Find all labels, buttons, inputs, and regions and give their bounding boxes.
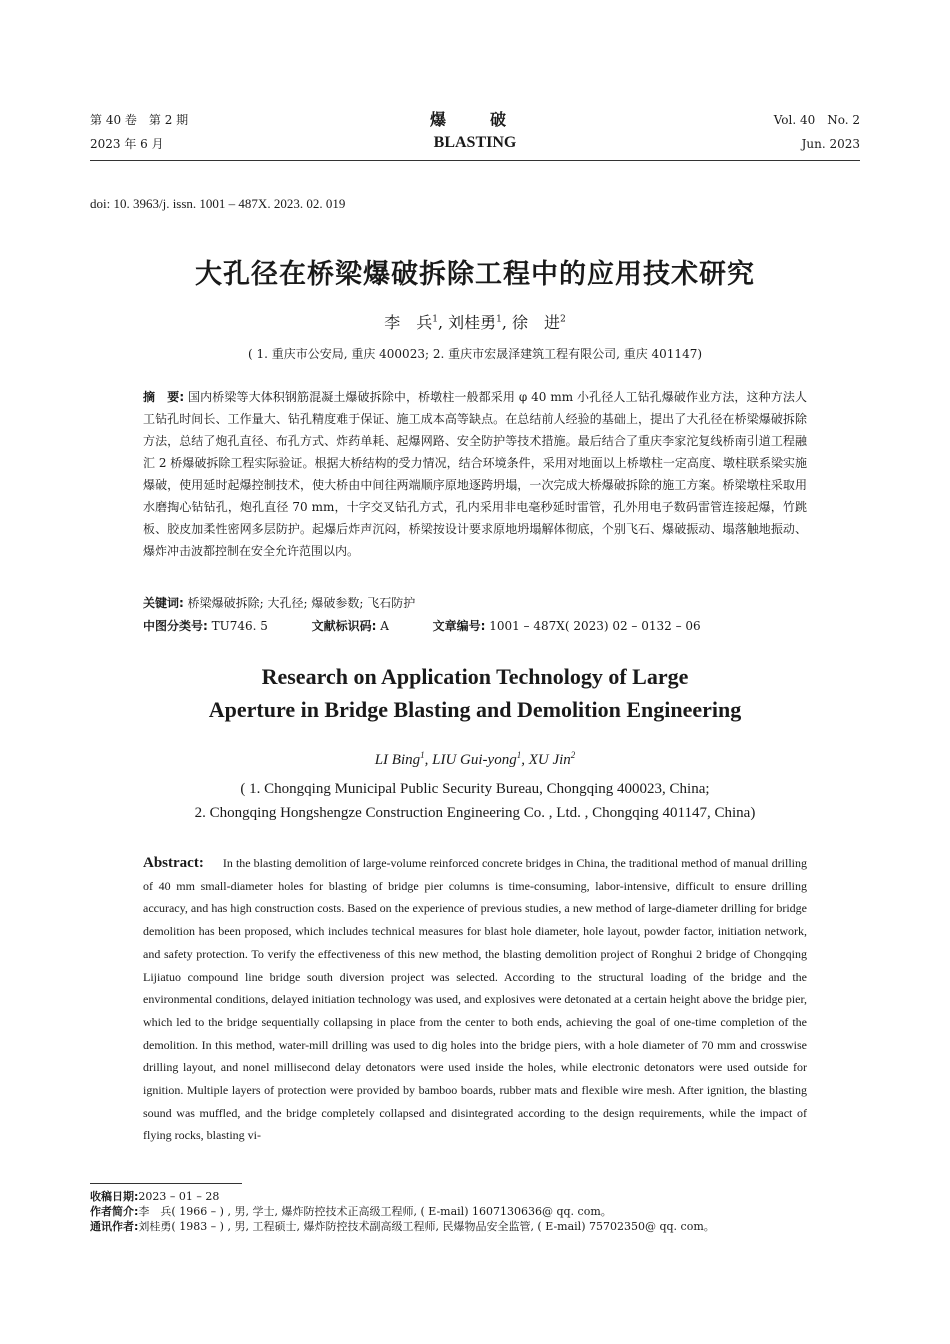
author-name: 徐 进: [512, 313, 561, 332]
keywords-cn-label: 关键词:: [143, 596, 184, 610]
date-cn: 2023 年 6 月: [90, 137, 164, 151]
header-journal: [90, 108, 860, 154]
journal-name-cn: 爆 破: [429, 110, 520, 129]
author-name: LI Bing: [374, 752, 421, 768]
footnotes: [90, 1189, 870, 1234]
author-affiliation-mark: 1: [516, 750, 522, 760]
footnote-author: [90, 1204, 870, 1219]
author-affiliation-mark: 2: [570, 750, 576, 760]
abstract-en: [143, 852, 807, 1147]
author-affiliation-mark: 2: [560, 314, 566, 325]
title-en-line: Research on Application Technology of Large: [261, 664, 689, 689]
doc-code-value: A: [380, 619, 389, 633]
received-label: 收稿日期:: [90, 1190, 139, 1203]
classification-cn: [143, 616, 807, 636]
date-en: Jun. 2023: [801, 137, 860, 151]
corresponding-label: 通讯作者:: [90, 1220, 139, 1233]
keywords-cn: [143, 593, 807, 613]
authors-en: LI Bing$^1$, LIU Gui-yong$^1$, XU Jin$^2$: [374, 750, 576, 768]
footnote-corresponding: [90, 1219, 870, 1234]
title-en: [0, 660, 950, 726]
doc-code-label: 文献标识码:: [311, 619, 377, 633]
author-name: 刘桂勇: [448, 313, 497, 332]
author-name: 李 兵: [384, 313, 433, 332]
corresponding-value: 刘桂勇( 1983 – ) , 男, 工程硕士, 爆炸防控技术副高级工程师, 民爆物品安全监管, ( E-mail) 75702350@ qq. com。: [138, 1220, 715, 1233]
affiliation-en: [0, 777, 950, 825]
article-number-value: 1001 – 487X( 2023) 02 – 0132 – 06: [489, 619, 701, 633]
volume-issue-cn: 第 40 卷 第 2 期: [90, 113, 189, 127]
footnote-divider: [90, 1183, 242, 1184]
clc-label: 中图分类号:: [143, 619, 208, 633]
received-value: 2023 – 01 – 28: [138, 1190, 220, 1203]
title-en-line: Aperture in Bridge Blasting and Demolition Engineering: [208, 697, 742, 722]
author-bio-value: 李 兵( 1966 – ) , 男, 学士, 爆炸防控技术正高级工程师, ( E-mail) 1607130636@ qq. com。: [138, 1205, 612, 1218]
article-number-label: 文章编号:: [432, 619, 486, 633]
abstract-en-label: Abstract:: [143, 855, 204, 871]
keywords-cn-text: 桥梁爆破拆除; 大孔径; 爆破参数; 飞石防护: [187, 596, 416, 610]
authors-cn: 李 兵$^1$, 刘桂勇$^1$, 徐 进$^2$: [384, 313, 566, 332]
clc-value: TU746. 5: [211, 619, 268, 633]
affiliation-cn: ( 1. 重庆市公安局, 重庆 400023; 2. 重庆市宏晟泽建筑工程有限公司, 重庆 401147): [247, 347, 703, 361]
volume-issue-en: Vol. 40 No. 2: [773, 113, 860, 127]
author-affiliation-mark: 1: [432, 314, 438, 325]
footnote-received: [90, 1189, 870, 1204]
abstract-cn-text: 国内桥梁等大体积钢筋混凝土爆破拆除中，桥墩柱一般都采用 φ 40 mm 小孔径人工钻孔爆破作业方法，这种方法人工钻孔时间长、工作量大、钻孔精度难于保证、施工成本高等缺点。在总结前人经验的基础上，提出了大孔径在桥梁爆破拆除方法，总结了炮孔直径、布孔方式、炸药单耗、起爆网路、安全防护等技术措施。最后结合了重庆李家沱复线桥南引道工程融汇 2 桥爆破拆除工程实际验证。根据大桥结构的受力情况，结合环境条件，采用对地面以上桥墩柱一定高度、墩柱联系梁实施爆破，使用延时起爆控制技术，使大桥由中间往两端顺序原地逐跨坍塌，一次完成大桥爆破拆除的施工方案。桥梁墩柱采取用水磨掏心钻钻孔，炮孔直径 70 mm，十字交叉钻孔方式，孔内采用非电毫秒延时雷管，孔外用电子数码雷管连接起爆，竹跳板、胶皮加柔性密网多层防护。起爆后炸声沉闷，桥梁按设计要求原地坍塌解体彻底，个别飞石、爆破振动、塌落触地振动、爆炸冲击波都控制在安全允许范围以内。: [143, 390, 807, 558]
abstract-cn-label: 摘 要:: [143, 390, 185, 404]
header-divider: [90, 160, 860, 161]
affiliation-en-line: ( 1. Chongqing Municipal Public Security Bureau, Chongqing 400023, China;: [240, 781, 710, 797]
journal-name-en: BLASTING: [433, 134, 517, 151]
affiliation-en-line: 2. Chongqing Hongshengze Construction Engineering Co. , Ltd. , Chongqing 401147, China): [194, 805, 756, 821]
author-name: XU Jin: [528, 752, 571, 768]
author-bio-label: 作者简介:: [90, 1205, 139, 1218]
author-name: LIU Gui-yong: [432, 752, 517, 768]
abstract-en-text: In the blasting demolition of large-volume reinforced concrete bridges in China, the traditional method of manual drilling of 40 mm small-diameter holes for blasting of bridge pier columns is time-consuming, labor-intensive, difficult to ensure drilling accuracy, and has high construction costs. Based on the experience of previous studies, a new method of large-diameter drilling for bridge demolition has been proposed, which includes technical measures for blast hole diameter, hole layout, powder factor, initiation network, and safety protection. To verify the effectiveness of this new method, the blasting demolition project of Ronghui 2 bridge of Chongqing Lijiatuo compound line bridge south diversion project was selected. According to the structural loading of the bridge and the environmental conditions, delayed initiation technology was used, and explosives were detonated at a certain height above the bridge pier, which led to the bridge sequentially collapsing in place from the center to both ends, achieving the goal of one-time completion of the demolition. In this method, water-mill drilling was used to dig holes into the bridge piers, with a hole diameter of 70 mm and crosswise drilling layout, and nonel millisecond delay detonators were used inside the holes, while electronic detonators were used outside for ignition. Multiple layers of protection were provided by bamboo boards, rubber mats and flexible wire mesh. After ignition, the blasting sound was muffled, and the bridge completely collapsed and disintegrated according to the design requirements, while the impact of flying rocks, blasting vi-: [143, 856, 807, 1143]
running-header: [90, 108, 860, 156]
header-right: [774, 108, 860, 156]
abstract-cn: [143, 386, 807, 562]
title-cn: 大孔径在桥梁爆破拆除工程中的应用技术研究: [195, 259, 755, 290]
doi[interactable]: doi: 10. 3963/j. issn. 1001 – 487X. 2023. 02. 019: [90, 196, 346, 211]
author-affiliation-mark: 1: [420, 750, 425, 760]
author-affiliation-mark: 1: [496, 314, 502, 325]
